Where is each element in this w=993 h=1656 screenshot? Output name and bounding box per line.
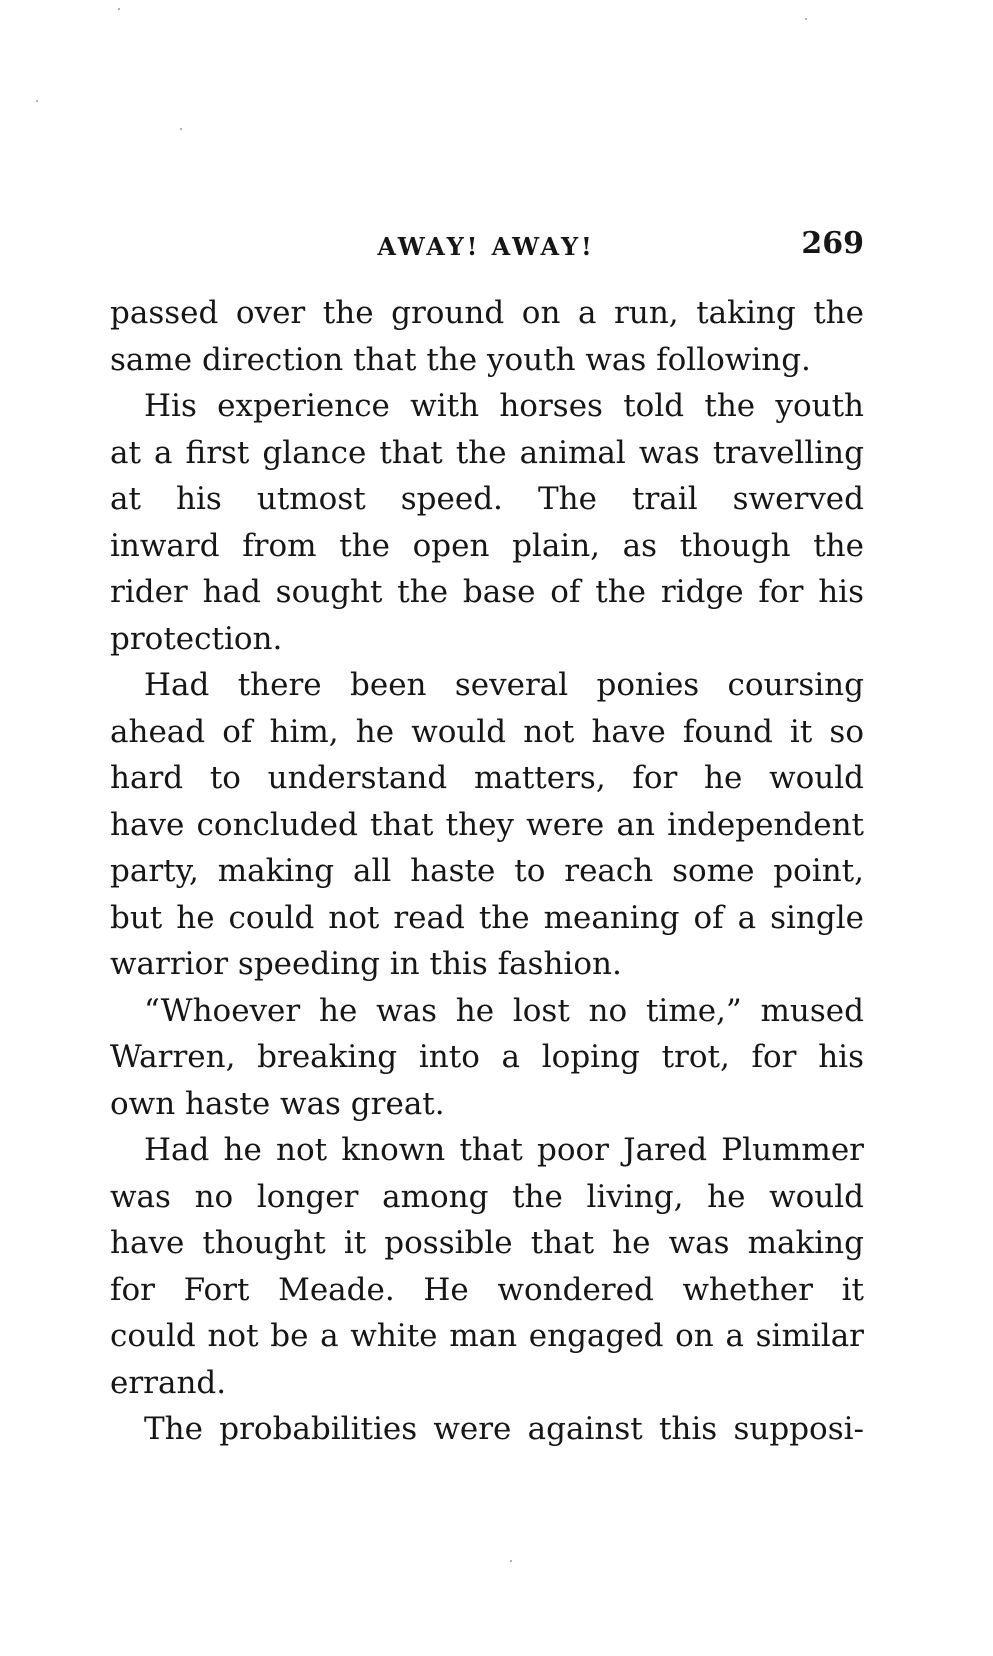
text-line: rider had sought the base of the ridge for his [110, 574, 864, 610]
text-line: was no longer among the living, he would [110, 1178, 864, 1215]
paper-speck [36, 100, 38, 102]
text-line: Had there been several ponies coursing [144, 667, 864, 703]
text-line: Warren, breaking into a loping trot, for his [110, 1039, 864, 1075]
text-line: “Whoever he was he lost no time,” mused [144, 992, 864, 1029]
text-line: party, making all haste to reach some point, [110, 853, 864, 889]
text-line: Had he not known that poor Jared Plummer [144, 1132, 864, 1168]
text-line: protection. [110, 620, 283, 657]
paper-speck [180, 128, 182, 130]
paper-speck [805, 18, 807, 20]
page-number: 269 [801, 226, 864, 261]
text-line: passed over the ground on a run, taking the [110, 295, 864, 331]
text-line: but he could not read the meaning of a single [110, 899, 864, 936]
text-line: same direction that the youth was following. [110, 341, 811, 378]
text-line: have thought it possible that he was making [110, 1225, 864, 1261]
text-line: at a first glance that the animal was travelling [110, 434, 864, 471]
text-line: warrior speeding in this fashion. [110, 946, 622, 982]
text-line: The probabilities were against this supposi- [144, 1411, 864, 1447]
text-line: have concluded that they were an independent [110, 806, 864, 843]
text-line: could not be a white man engaged on a similar [110, 1318, 864, 1354]
paper-speck [510, 1560, 512, 1562]
running-head [108, 226, 864, 266]
paper-speck [118, 8, 120, 10]
body-text [110, 290, 864, 1453]
text-line: inward from the open plain, as though the [110, 527, 864, 564]
running-title: AWAY! AWAY! [377, 232, 595, 261]
text-line: own haste was great. [110, 1085, 445, 1122]
text-line: ahead of him, he would not have found it so [110, 713, 864, 750]
text-line: His experience with horses told the youth [144, 388, 864, 424]
text-line: for Fort Meade. He wondered whether it [110, 1271, 864, 1308]
text-line: errand. [110, 1364, 227, 1401]
text-line: at his utmost speed. The trail swerved [110, 481, 864, 517]
text-line: hard to understand matters, for he would [110, 760, 864, 796]
